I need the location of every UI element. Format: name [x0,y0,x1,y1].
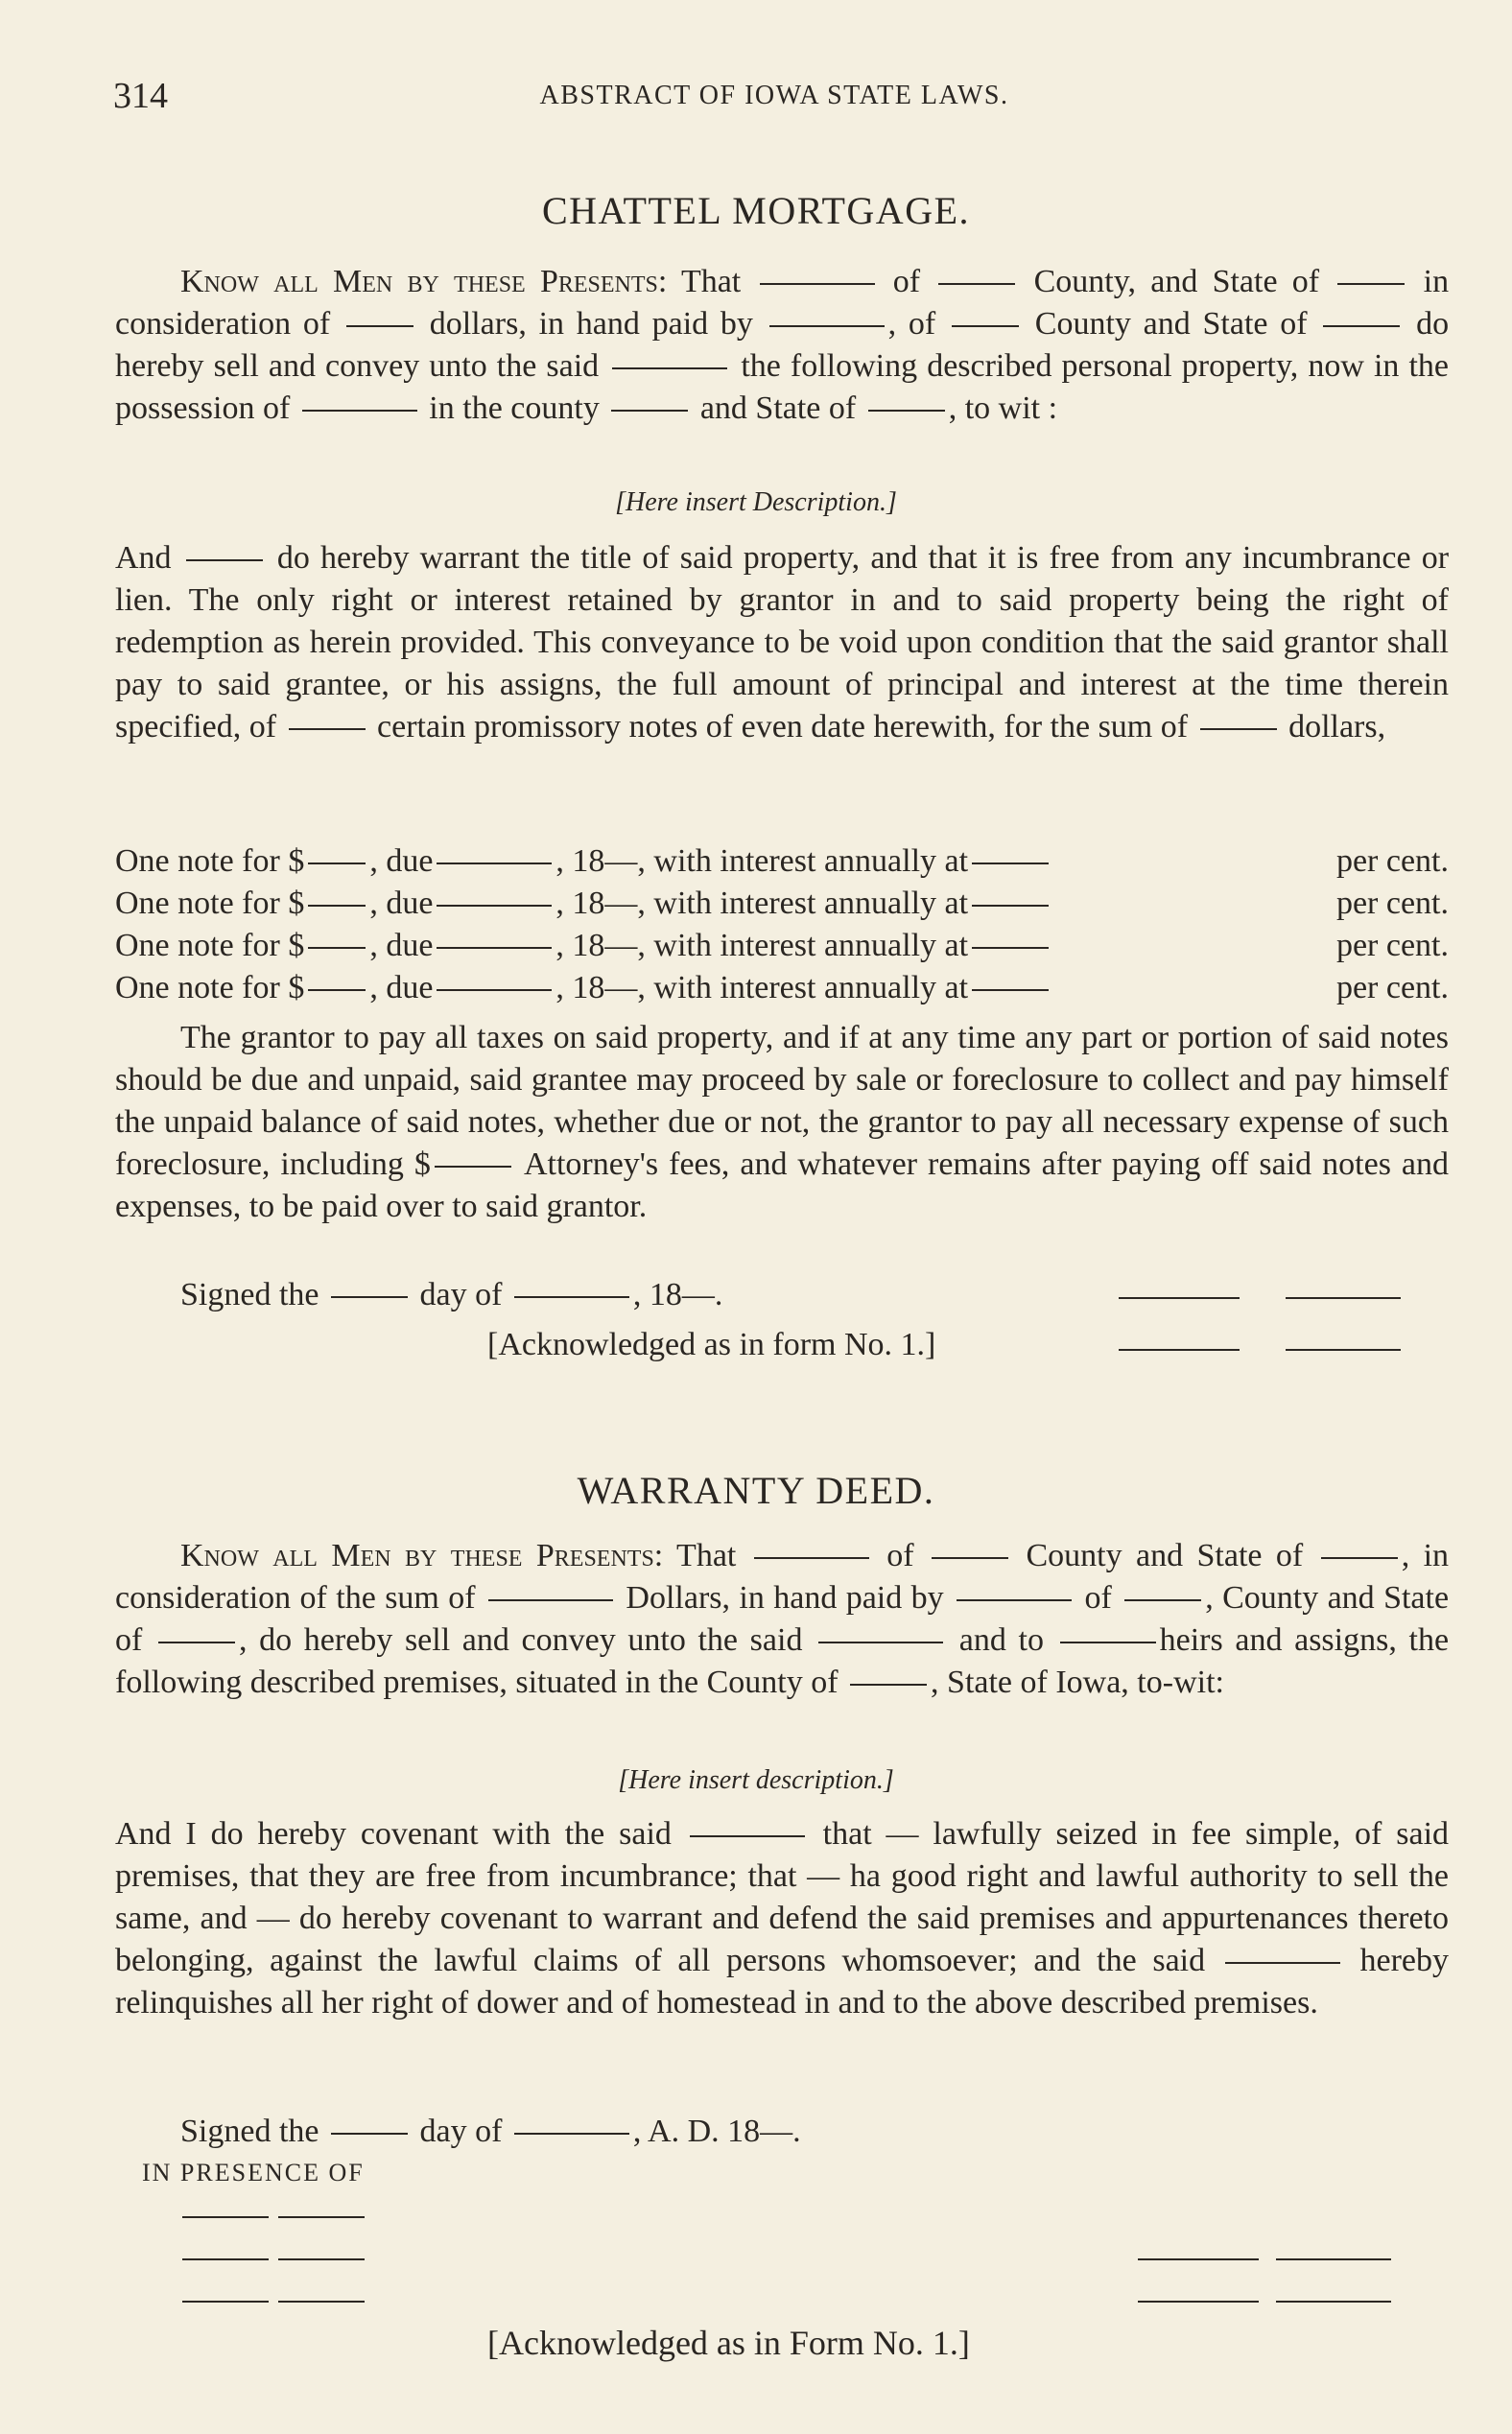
witness-line [278,2216,365,2218]
chattel-paragraph-3: The grantor to pay all taxes on said property, and if at any time any part or portion of said notes should be due and unpaid, said grantee may proceed by sale or foreclosure to collect and pay himself the unpaid balance of said notes, whether due or not, the grantor to pay all necessary expense of such foreclosure, including $ Attorney's fees, and whatever remains after paying off said notes and expenses, to be paid over to said grantor. [115,1020,1450,1224]
witness-line [278,2258,365,2260]
signature-line [1119,1297,1240,1299]
page-number: 314 [113,76,168,116]
chattel-paragraph-1: Know all Men by these Presents: That of County, and State of in consideration of dollars, in hand paid by , of County and State of do hereby sell and convey unto the said the following described personal property, now in the possession of in the county and State of , to wit : [115,264,1450,426]
witness-line [278,2301,365,2303]
note-row: One note for $ , due , 18—, with interest annually at per cent. [115,928,1449,963]
blank-line [760,283,875,285]
chattel-signed-line: Signed the day of , 18—. [180,1277,723,1312]
chattel-paragraph-2: And do hereby warrant the title of said property, and that it is free from any incumbrance or lien. The only right or interest retained by grantor in and to said property being the right of redemption as herein provided. This conveyance to be void upon condition that the said grantor shall pay to said grantee, or his assigns, the full amount of principal and interest at the time therein specified, of certain promissory notes of even date herewith, for the sum of dollars, [115,540,1450,744]
warranty-signed-line: Signed the day of , A. D. 18—. [180,2114,801,2149]
blank-line [435,1166,511,1168]
signature-line [1138,2258,1259,2260]
blank-line [850,1684,927,1686]
note-row: One note for $ , due , 18—, with interest annually at per cent. [115,843,1449,879]
blank-line [932,1557,1008,1559]
warranty-acknowledgment: [Acknowledged as in Form No. 1.] [487,2324,970,2362]
warranty-deed-title: WARRANTY DEED. [577,1469,935,1512]
blank-line [818,1642,943,1643]
blank-line [1225,1962,1340,1964]
signature-line [1119,1349,1240,1351]
blank-line [957,1599,1072,1601]
signature-line [1276,2258,1391,2260]
running-title: ABSTRACT OF IOWA STATE LAWS. [539,81,1009,110]
signature-line [1276,2301,1391,2303]
note-row: One note for $ , due , 18—, with interest annually at per cent. [115,886,1449,921]
blank-line [868,410,945,412]
blank-line [769,325,885,327]
insert-description-caption: [Here insert description.] [618,1765,894,1795]
blank-line [1124,1599,1201,1601]
running-head [113,75,1435,116]
signature-line [1286,1349,1401,1351]
in-presence-of-label: IN PRESENCE OF [142,2159,365,2186]
chattel-mortgage-title: CHATTEL MORTGAGE. [541,189,971,232]
blank-line [158,1642,235,1643]
blank-line [690,1835,805,1837]
blank-line [1060,1642,1156,1643]
blank-line [754,1557,869,1559]
blank-line [302,410,417,412]
insert-description-caption: [Here insert Description.] [615,487,897,517]
chattel-acknowledgment: [Acknowledged as in form No. 1.] [487,1327,936,1362]
blank-line [346,325,413,327]
blank-line [952,325,1019,327]
presents-heading: Know all Men by these Presents [180,1538,654,1573]
witness-line [182,2258,269,2260]
blank-line [1337,283,1405,285]
witness-line [182,2216,269,2218]
note-row: One note for $ , due , 18—, with interest annually at per cent. [115,970,1449,1005]
blank-line [612,367,727,369]
blank-line [1200,728,1277,730]
warranty-paragraph-1: Know all Men by these Presents: That of County and State of , in consideration of the sum of Dollars, in hand paid by of , County and State of , do hereby sell and convey unto the said and to heirs and assigns, the following described premises, situated in the County of , State of Iowa, to-wit: [115,1538,1450,1700]
blank-line [1323,325,1400,327]
blank-line [1321,1557,1398,1559]
warranty-paragraph-2: And I do hereby covenant with the said that — lawfully seized in fee simple, of said premises, that they are free from incumbrance; that — ha good right and lawful authority to sell the same, and — do hereby covenant to warrant and defend the said premises and appurtenances thereto belonging, against the lawful claims of all persons whomsoever; and the said hereby relinquishes all her right of dower and of homestead in and to the above described premises. [115,1816,1450,2020]
blank-line [186,559,263,561]
signature-line [1138,2301,1259,2303]
blank-line [488,1599,613,1601]
blank-line [611,410,688,412]
blank-line [938,283,1015,285]
blank-line [289,728,366,730]
presents-heading: Know all Men by these Presents [180,264,658,299]
witness-line [182,2301,269,2303]
signature-line [1286,1297,1401,1299]
